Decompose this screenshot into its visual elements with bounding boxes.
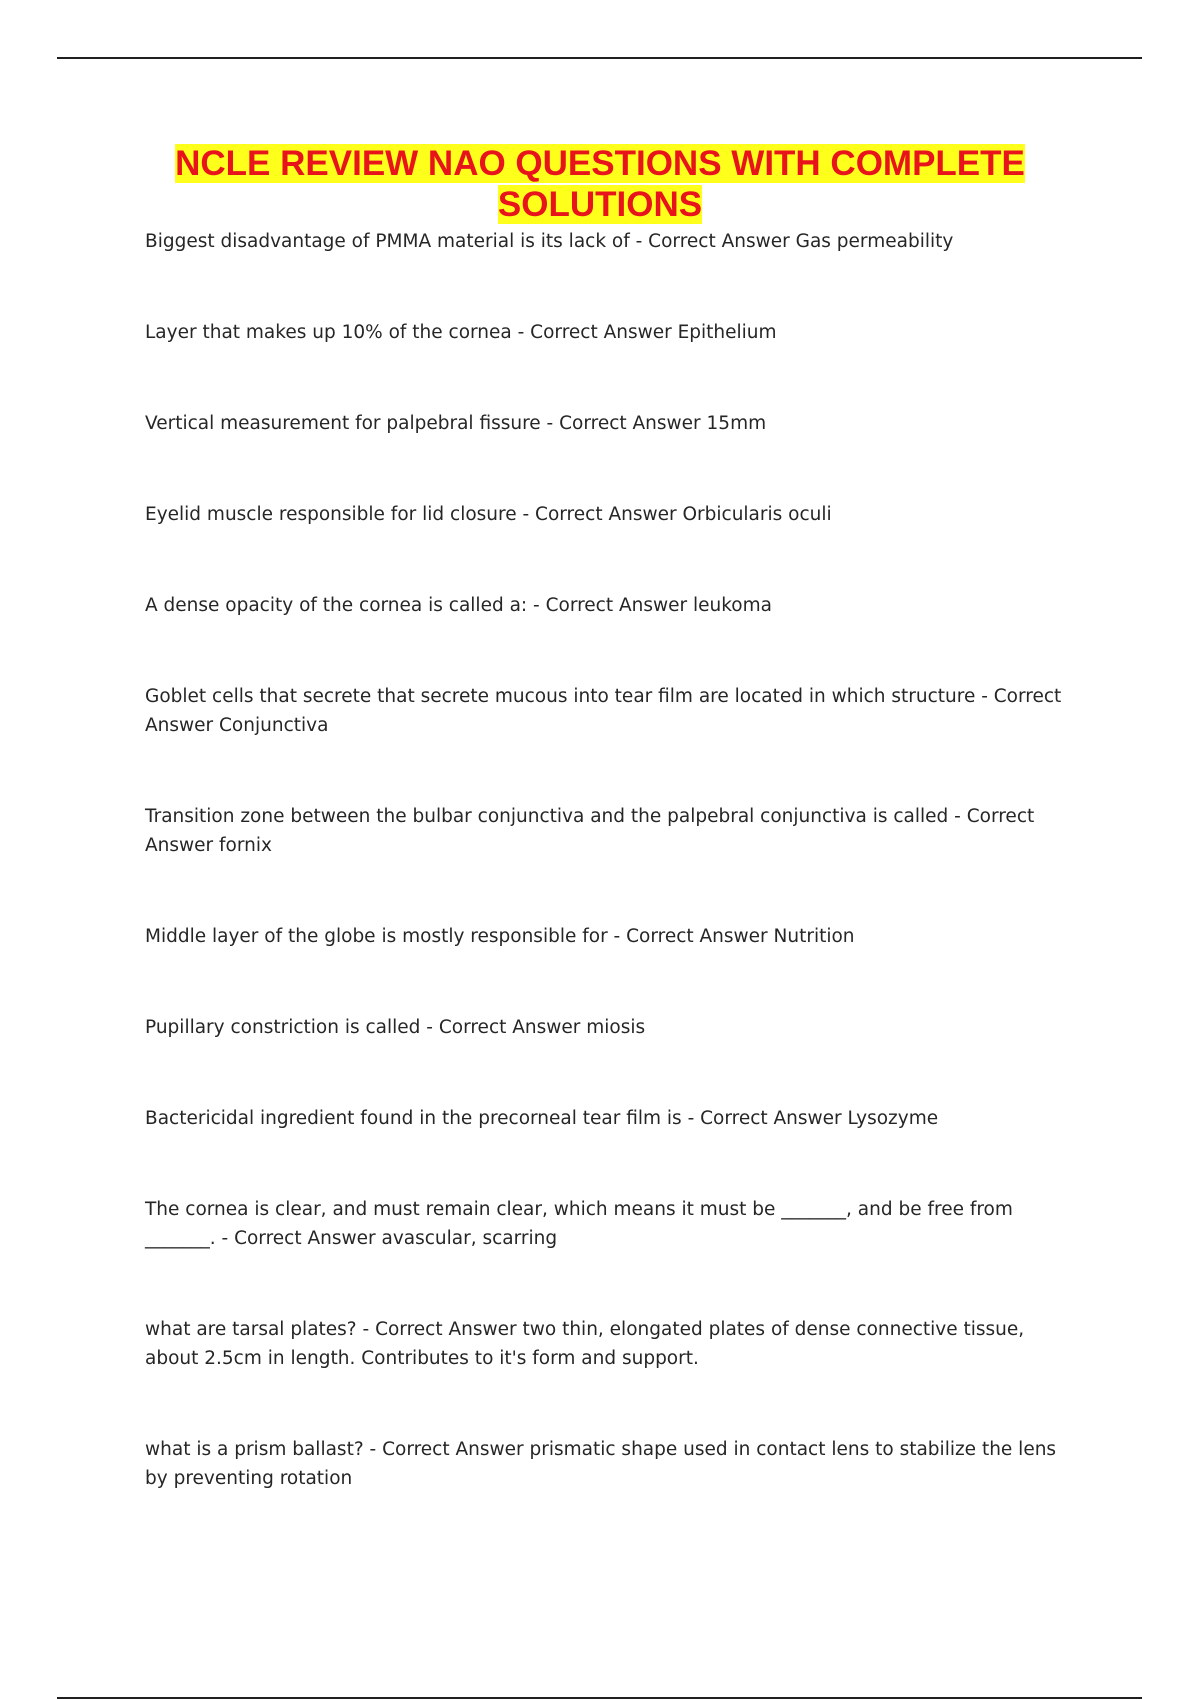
question-item-6: Goblet cells that secrete that secrete mucous into tear film are located in which structure - Correct Answer Conjunctiva (145, 686, 1062, 736)
question-item-2: Layer that makes up 10% of the cornea - Correct Answer Epithelium (145, 322, 777, 343)
question-item-4: Eyelid muscle responsible for lid closure - Correct Answer Orbicularis oculi (145, 504, 832, 525)
question-item-3: Vertical measurement for palpebral fissure - Correct Answer 15mm (145, 413, 767, 434)
document-title-text: NCLE REVIEW NAO QUESTIONS WITH COMPLETE SOLUTIONS (175, 144, 1025, 224)
question-item-1: Biggest disadvantage of PMMA material is its lack of - Correct Answer Gas permeability (145, 231, 954, 252)
question-item-9: Pupillary constriction is called - Correct Answer miosis (145, 1017, 646, 1038)
question-item-5: A dense opacity of the cornea is called a: - Correct Answer leukoma (145, 595, 772, 616)
question-item-7: Transition zone between the bulbar conjunctiva and the palpebral conjunctiva is called - Correct Answer fornix (145, 806, 1035, 856)
question-item-8: Middle layer of the globe is mostly responsible for - Correct Answer Nutrition (145, 926, 855, 947)
question-item-11: The cornea is clear, and must remain clear, which means it must be _______, and be free from _______. - Correct Answer avascular, scarring (145, 1199, 1013, 1249)
question-item-12: what are tarsal plates? - Correct Answer two thin, elongated plates of dense connective tissue, about 2.5cm in length. Contributes to it's form and support. (145, 1319, 1025, 1369)
footer-rule (57, 1697, 1142, 1699)
question-item-13: what is a prism ballast? - Correct Answer prismatic shape used in contact lens to stabilize the lens by preventing rotation (145, 1439, 1057, 1489)
header-rule (57, 57, 1142, 59)
document-title (100, 143, 1100, 225)
question-list (145, 227, 1065, 1555)
question-item-10: Bactericidal ingredient found in the precorneal tear film is - Correct Answer Lysozyme (145, 1108, 939, 1129)
